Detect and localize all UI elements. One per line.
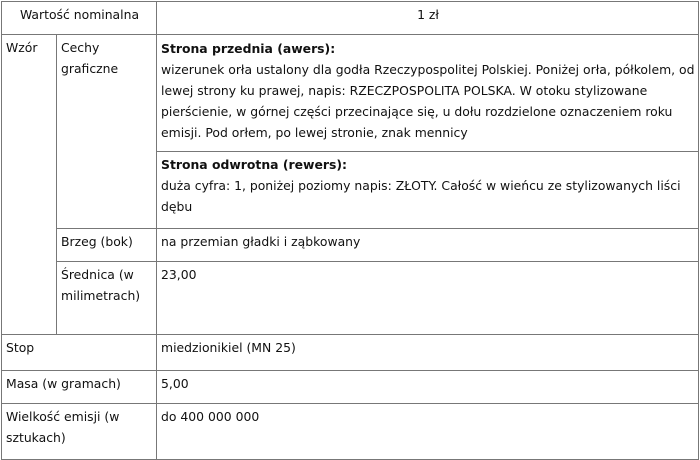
row-srednica bbox=[2, 262, 699, 335]
row-stop bbox=[2, 335, 699, 371]
cechy-cell bbox=[157, 35, 699, 229]
row-masa bbox=[2, 371, 699, 404]
masa-value: 5,00 bbox=[157, 371, 699, 404]
brzeg-value: na przemian gładki i ząbkowany bbox=[157, 229, 699, 262]
srednica-label: Średnica (w milimetrach) bbox=[57, 262, 157, 335]
awers-block bbox=[161, 38, 695, 151]
awers-text: wizerunek orła ustalony dla godła Rzeczypospolitej Polskiej. Poniżej orła, półkolem, od lewej strony ku prawej, napis: RZECZPOSPOLITA POLSKA. W otoku stylizowane pierścienie, w górnej części przecinające się, u dołu rozdzielone oznaczeniem roku emisji. Pod orłem, po lewej stronie, znak mennicy bbox=[161, 62, 695, 140]
brzeg-label: Brzeg (bok) bbox=[57, 229, 157, 262]
awers-title: Strona przednia (awers): bbox=[161, 41, 336, 56]
row-wielkosc bbox=[2, 404, 699, 460]
nominal-value: 1 zł bbox=[157, 2, 699, 35]
row-cechy bbox=[2, 35, 699, 229]
stop-value: miedzionikiel (MN 25) bbox=[157, 335, 699, 371]
coin-spec-table bbox=[1, 1, 699, 460]
srednica-value: 23,00 bbox=[157, 262, 699, 335]
wzor-label: Wzór bbox=[2, 35, 57, 335]
wielkosc-label: Wielkość emisji (w sztukach) bbox=[2, 404, 157, 460]
masa-label: Masa (w gramach) bbox=[2, 371, 157, 404]
rewers-title: Strona odwrotna (rewers): bbox=[161, 157, 347, 172]
nominal-label: Wartość nominalna bbox=[2, 2, 157, 35]
stop-label: Stop bbox=[2, 335, 157, 371]
rewers-text: duża cyfra: 1, poniżej poziomy napis: ZŁOTY. Całość w wieńcu ze stylizowanych liści dębu bbox=[161, 178, 681, 214]
rewers-block bbox=[161, 152, 695, 225]
row-brzeg bbox=[2, 229, 699, 262]
cechy-label: Cechy graficzne bbox=[57, 35, 157, 229]
row-nominal bbox=[2, 2, 699, 35]
wielkosc-value: do 400 000 000 bbox=[157, 404, 699, 460]
